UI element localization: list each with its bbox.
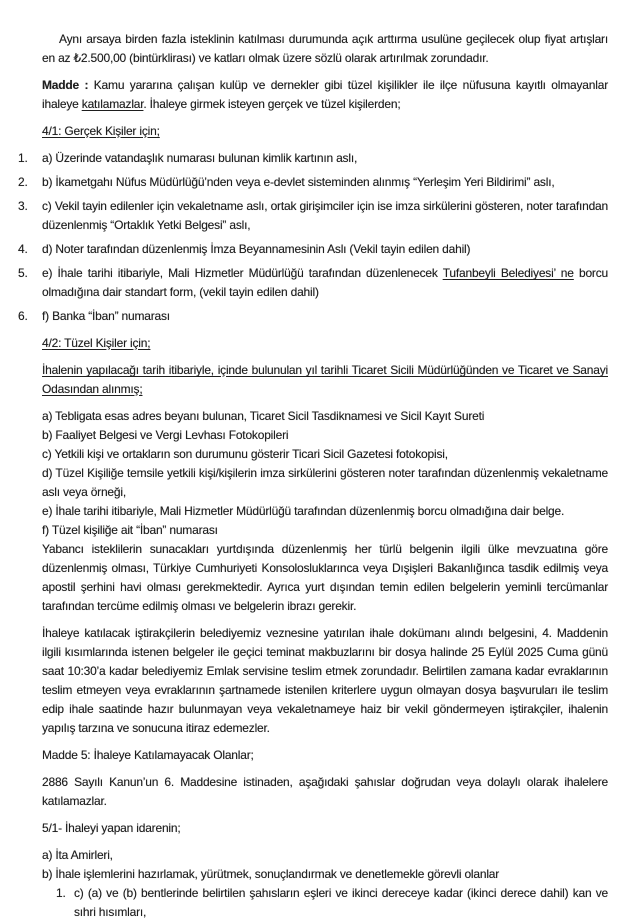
text-run: b) Faaliyet Belgesi ve Vergi Levhası Fotokopileri [42, 428, 289, 442]
list-item-number: 1. [18, 151, 28, 165]
text-run: . İhaleye girmek isteyen gerçek ve tüzel kişilerden; [143, 97, 401, 111]
section-4-1-heading [42, 122, 608, 141]
text-run: d) Noter tarafından düzenlenmiş İmza Beyannamesinin Aslı (Vekil tayin edilen dahil) [42, 242, 471, 256]
text-run: Kamu yararına çalışan kulüp ve dernekler gibi tüzel kişilikler ile ilçe nüfusuna kayıtlı olmayanlar ihaleye [42, 78, 608, 111]
gercek-kisiler-list [18, 149, 608, 326]
text-run: a) Üzerinde vatandaşlık numarası bulunan kimlik kartının aslı, [42, 151, 358, 165]
text-run: 2886 Sayılı Kanun’un 6. Maddesine istinaden, aşağıdaki şahıslar doğrudan veya dolaylı olarak ihalelere katılamazlar. [42, 775, 608, 808]
text-run: f) Tüzel kişiliğe ait “İban” numarası [42, 523, 218, 537]
list-item [18, 197, 608, 235]
text-run: borcu olmadığına dair standart form, (vekil tayin edilen dahil) [42, 266, 608, 299]
text-run: c) Vekil tayin edilenler için vekaletname aslı, ortak girişimciler için ise imza sirkülerini gösteren, noter tarafından düzenlenmiş “Ortaklık Yetki Belgesi” aslı, [42, 199, 608, 232]
list-item-text [74, 884, 608, 922]
list-item-text [42, 264, 608, 302]
list-item [18, 240, 608, 259]
tuzel-item-f [42, 521, 608, 540]
text-run: Tufanbeyli Belediyesi’ ne [442, 266, 574, 280]
text-run: 4/2: Tüzel Kişiler için; [42, 336, 151, 350]
text-run: 4/1: Gerçek Kişiler için; [42, 124, 160, 138]
text-run: 5/1- İhaleyi yapan idarenin; [42, 821, 181, 835]
text-run: b) İhale işlemlerini hazırlamak, yürütmek, sonuçlandırmak ve denetlemekle görevli olanlar [42, 867, 500, 881]
list-item-number: 6. [18, 309, 28, 323]
list-item-number: 5. [18, 266, 28, 280]
kanun-2886-paragraph [42, 773, 608, 811]
list-item [18, 173, 608, 192]
text-run: b) İkametgahı Nüfus Müdürlüğü’nden veya e-devlet sisteminden alınmış “Yerleşim Yeri Bildirimi” aslı, [42, 175, 555, 189]
text-run: İhalenin yapılacağı tarih itibariyle, içinde bulunulan yıl tarihli Ticaret Sicili Müdürlüğünden ve Ticaret ve Sanayi Odasından alınmış; [42, 363, 608, 396]
list-item-text [42, 307, 608, 326]
idare-item-b [42, 865, 608, 884]
tuzel-item-a [42, 407, 608, 426]
list-item-text [42, 173, 608, 192]
madde-participation-paragraph [42, 76, 608, 114]
list-item-number: 4. [18, 242, 28, 256]
list-item [56, 884, 608, 922]
text-run: d) Tüzel Kişiliğe temsile yetkili kişi/kişilerin imza sirkülerini gösteren noter tarafından düzenlenmiş vekaletname aslı veya örneği, [42, 466, 608, 499]
list-item-text [42, 197, 608, 235]
text-run: katılamazlar [81, 97, 144, 111]
text-run: Aynı arsaya birden fazla isteklinin katılması durumunda açık arttırma usulüne geçilecek olup fiyat artışları en az ₺2.500,00 (bintürklirası) ve katları olmak üzere sözlü olarak artırılmak zorundadır. [42, 32, 608, 65]
text-run: e) İhale tarihi itibariyle, Mali Hizmetler Müdürlüğü tarafından düzenlenmiş borcu olmadığına dair belge. [42, 504, 565, 518]
list-item [18, 264, 608, 302]
document-delivery-paragraph [42, 624, 608, 738]
section-4-2-heading [42, 334, 608, 353]
tuzel-item-c [42, 445, 608, 464]
tuzel-item-e [42, 502, 608, 521]
section-5-1-heading [42, 819, 608, 838]
list-item-number: 2. [18, 175, 28, 189]
text-run: İhaleye katılacak iştirakçilerin belediyemiz veznesine yatırılan ihale dokümanı alındı belgesini, 4. Maddenin ilgili kısımlarında istenen belgeler ile geçici teminat makbuzlarını bir dosya halinde 25 Eylül 2025 Cuma günü saat 10:30’a kadar belediyemiz Emlak servisine teslim etmek zorundadır. Belirtilen zamana kadar evraklarının teslim etmeyen veya evraklarının şartnamede istenilen kriterlere uygun olmayan dosya başvuruları ile teslim edip ihale saatinde hazır bulunmayan veya vekaletnameye haiz bir vekil göndermeyen iştirakçiler, ihalenin yapılış tarzına ve sonucuna itiraz edemezler. [42, 626, 608, 735]
madde-5-heading [42, 746, 608, 765]
idare-nested-list [42, 884, 608, 922]
list-item-text [42, 240, 608, 259]
tuzel-kisiler-intro [42, 361, 608, 399]
tuzel-item-d [42, 464, 608, 502]
list-item-number: 1. [56, 886, 66, 900]
text-run: a) Tebligata esas adres beyanı bulunan, Ticaret Sicil Tasdiknamesi ve Sicil Kayıt Sureti [42, 409, 485, 423]
text-run: Madde 5: İhaleye Katılamayacak Olanlar; [42, 748, 254, 762]
text-run: e) İhale tarihi itibariyle, Mali Hizmetler Müdürlüğü tarafından düzenlenecek [42, 266, 443, 280]
list-item [18, 149, 608, 168]
text-run: c) (a) ve (b) bentlerinde belirtilen şahısların eşleri ve ikinci dereceye kadar (ikinci derece dahil) kan ve sıhri hısımları, [74, 886, 608, 919]
intro-paragraph [42, 30, 608, 68]
tuzel-item-b [42, 426, 608, 445]
text-run: Yabancı isteklilerin sunacakları yurtdışında düzenlenmiş her türlü belgenin ilgili ülke mevzuatına göre düzenlenmiş olması, Türkiye Cumhuriyeti Konsolosluklarınca veya Dışişleri Bakanlığınca tasdik edilmiş veya apostil şerhini havi olması gerekmektedir. Ayrıca yurt dışından temin edilen belgelerin yeminli tercümanlar tarafından tercüme edilmiş olması ve belgelerin ibrazı gerekir. [42, 542, 608, 613]
text-run: a) İta Amirleri, [42, 848, 113, 862]
list-item [18, 307, 608, 326]
text-run: c) Yetkili kişi ve ortakların son durumunu gösterir Ticari Sicil Gazetesi fotokopisi, [42, 447, 448, 461]
text-run: Madde : [42, 78, 89, 92]
list-item-text [42, 149, 608, 168]
foreign-bidders-paragraph [42, 540, 608, 616]
list-item-number: 3. [18, 199, 28, 213]
text-run: f) Banka “İban” numarası [42, 309, 170, 323]
idare-item-a [42, 846, 608, 865]
